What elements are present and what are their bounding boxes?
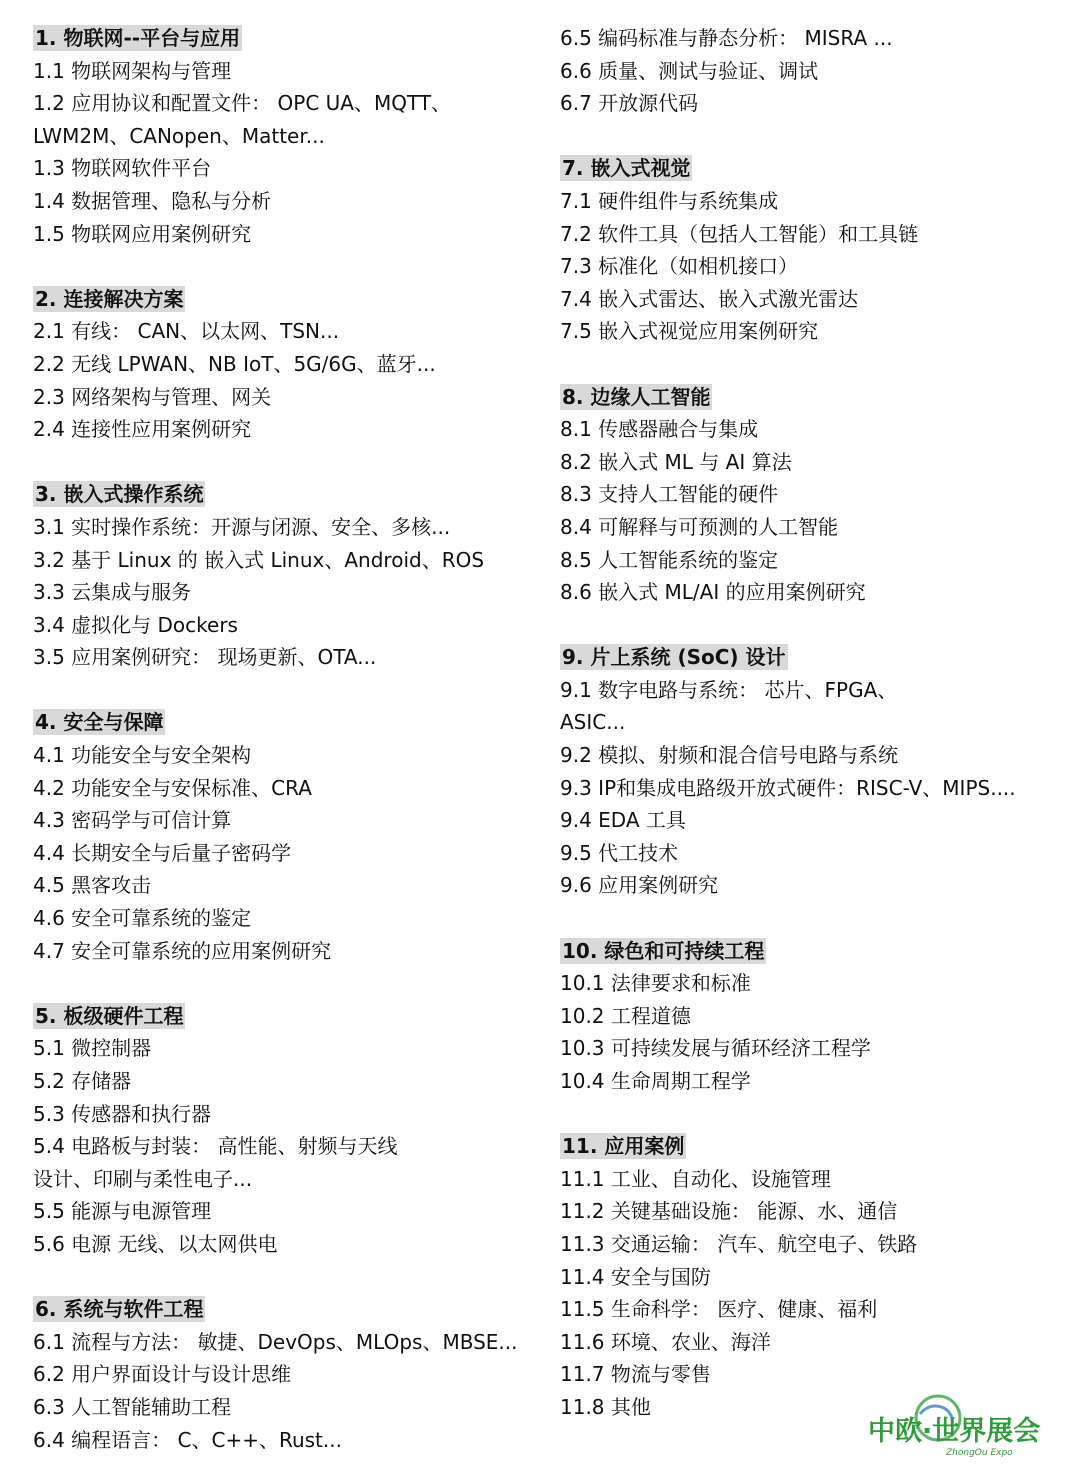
list-item: 4.7 安全可靠系统的应用案例研究: [33, 938, 332, 963]
list-item: 6.6 质量、测试与验证、调试: [560, 58, 819, 83]
section-heading: [560, 641, 1060, 674]
list-item: 11.5 生命科学： 医疗、健康、福利: [560, 1297, 878, 1322]
list-item: 4.5 黑客攻击: [33, 873, 152, 898]
list-item: 11.8 其他: [560, 1394, 651, 1419]
section-heading: [560, 1130, 1060, 1163]
list-item: 7.2 软件工具（包括人工智能）和工具链: [560, 221, 919, 246]
zhongou-expo-logo: [868, 1388, 1068, 1468]
list-item: 4.1 功能安全与安全架构: [33, 743, 252, 768]
section-heading: [33, 706, 533, 739]
list-item: 1.2 应用协议和配置文件： OPC UA、MQTT、: [33, 91, 452, 116]
list-item: 7.4 嵌入式雷达、嵌入式激光雷达: [560, 286, 859, 311]
list-item: 2.3 网络架构与管理、网关: [33, 384, 272, 409]
list-item: 11.2 关键基础设施： 能源、水、通信: [560, 1199, 898, 1224]
left-column: [33, 22, 533, 1456]
list-item: 11.7 物流与零售: [560, 1362, 711, 1387]
list-item: 1.4 数据管理、隐私与分析: [33, 188, 272, 213]
section-heading-text: 4. 安全与保障: [35, 710, 164, 735]
list-item: 5.4 电路板与封装： 高性能、射频与天线: [33, 1134, 398, 1159]
list-item: 4.4 长期安全与后量子密码学: [33, 840, 292, 865]
section-heading-text: 5. 板级硬件工程: [35, 1003, 184, 1028]
list-item: 11.1 工业、自动化、设施管理: [560, 1166, 831, 1191]
list-item: 2.2 无线 LPWAN、NB IoT、5G/6G、蓝牙...: [33, 351, 436, 376]
list-item: 1.1 物联网架构与管理: [33, 58, 232, 83]
list-item: 5.3 传感器和执行器: [33, 1101, 212, 1126]
list-item: 8.1 传感器融合与集成: [560, 417, 759, 442]
list-item: 8.5 人工智能系统的鉴定: [560, 547, 779, 572]
logo-brand-text: 中欧·世界展会: [868, 1416, 1041, 1447]
section-heading-text: 11. 应用案例: [562, 1134, 685, 1159]
list-item: 9.2 模拟、射频和混合信号电路与系统: [560, 743, 899, 768]
list-item: 3.5 应用案例研究： 现场更新、OTA...: [33, 645, 377, 670]
list-item: 8.3 支持人工智能的硬件: [560, 482, 779, 507]
section-heading-text: 8. 边缘人工智能: [562, 384, 711, 409]
list-item: 3.1 实时操作系统：开源与闭源、安全、多核...: [33, 514, 451, 539]
section-heading-text: 9. 片上系统 (SoC) 设计: [562, 645, 786, 670]
list-item: 7.3 标准化（如相机接口）: [560, 254, 799, 279]
section-heading: [33, 478, 533, 511]
list-item: 10.3 可持续发展与循环经济工程学: [560, 1036, 871, 1061]
list-item: 8.2 嵌入式 ML 与 AI 算法: [560, 449, 792, 474]
section-heading-text: 7. 嵌入式视觉: [562, 156, 691, 181]
list-item: ASIC...: [560, 710, 626, 735]
list-item: 4.6 安全可靠系统的鉴定: [33, 906, 252, 931]
list-item: 1.5 物联网应用案例研究: [33, 221, 252, 246]
section-heading: [33, 283, 533, 316]
list-item: 设计、印刷与柔性电子...: [33, 1166, 253, 1191]
list-item: 11.6 环境、农业、海洋: [560, 1329, 771, 1354]
section-heading-text: 10. 绿色和可持续工程: [562, 938, 765, 963]
section-heading: [33, 1293, 533, 1326]
list-item: 10.4 生命周期工程学: [560, 1069, 751, 1093]
section-heading-text: 6. 系统与软件工程: [35, 1297, 204, 1322]
list-item: 9.1 数字电路与系统： 芯片、FPGA、: [560, 677, 898, 702]
section-heading: [33, 22, 533, 55]
section-heading-text: 3. 嵌入式操作系统: [35, 482, 204, 507]
list-item: 3.4 虚拟化与 Dockers: [33, 612, 238, 637]
right-column: [560, 22, 1060, 1424]
list-item: 5.2 存储器: [33, 1069, 132, 1093]
section-heading: [560, 381, 1060, 414]
list-item: 2.4 连接性应用案例研究: [33, 417, 252, 442]
section-heading-text: 2. 连接解决方案: [35, 286, 184, 311]
list-item: 10.1 法律要求和标准: [560, 971, 751, 996]
list-item: LWM2M、CANopen、Matter...: [33, 123, 325, 148]
list-item: 3.3 云集成与服务: [33, 580, 192, 605]
list-item: 9.4 EDA 工具: [560, 808, 686, 833]
list-item: 1.3 物联网软件平台: [33, 156, 212, 181]
list-item: 11.4 安全与国防: [560, 1264, 711, 1289]
list-item: 5.1 微控制器: [33, 1036, 152, 1061]
list-item: 3.2 基于 Linux 的 嵌入式 Linux、Android、ROS: [33, 547, 485, 572]
logo-subtitle: ZhongOu Expo: [946, 1448, 1013, 1458]
list-item: 4.3 密码学与可信计算: [33, 808, 232, 833]
list-item: 6.5 编码标准与静态分析： MISRA ...: [560, 26, 893, 50]
list-item: 6.4 编程语言： C、C++、Rust...: [33, 1427, 342, 1452]
list-item: 6.1 流程与方法： 敏捷、DevOps、MLOps、MBSE...: [33, 1329, 518, 1354]
list-item: 8.6 嵌入式 ML/AI 的应用案例研究: [560, 580, 866, 605]
list-item: 7.1 硬件组件与系统集成: [560, 188, 779, 213]
list-item: 10.2 工程道德: [560, 1003, 691, 1028]
list-item: 11.3 交通运输： 汽车、航空电子、铁路: [560, 1231, 918, 1256]
section-heading: [560, 152, 1060, 185]
list-item: 5.6 电源 无线、以太网供电: [33, 1231, 278, 1256]
list-item: 8.4 可解释与可预测的人工智能: [560, 514, 839, 539]
list-item: 5.5 能源与电源管理: [33, 1199, 212, 1224]
section-heading-text: 1. 物联网--平台与应用: [35, 26, 241, 50]
list-item: 7.5 嵌入式视觉应用案例研究: [560, 319, 819, 344]
list-item: 6.3 人工智能辅助工程: [33, 1394, 232, 1419]
list-item: 9.5 代工技术: [560, 840, 679, 865]
list-item: 9.6 应用案例研究: [560, 873, 719, 898]
section-heading: [560, 935, 1060, 968]
list-item: 9.3 IP和集成电路级开放式硬件：RISC-V、MIPS....: [560, 775, 1016, 800]
list-item: 6.7 开放源代码: [560, 91, 699, 116]
section-heading: [33, 1000, 533, 1033]
list-item: 4.2 功能安全与安保标准、CRA: [33, 775, 312, 800]
list-item: 2.1 有线： CAN、以太网、TSN...: [33, 319, 340, 344]
list-item: 6.2 用户界面设计与设计思维: [33, 1362, 292, 1387]
